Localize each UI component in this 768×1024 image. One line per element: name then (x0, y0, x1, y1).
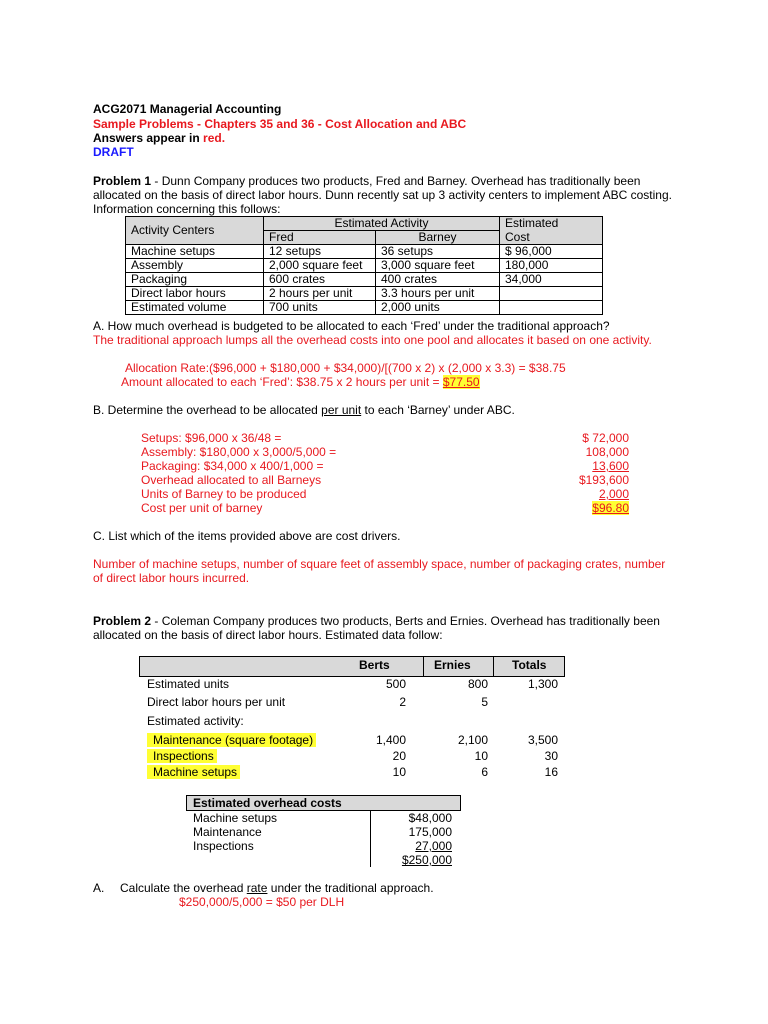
cell-berts: 2 (399, 695, 406, 709)
header-divider (423, 656, 424, 677)
table-row (126, 245, 603, 259)
cell-ernies: 2,100 (457, 733, 488, 747)
per-unit-value: $96.80 (592, 501, 629, 515)
overhead-label: Maintenance (193, 825, 262, 839)
document-subtitle: Sample Problems - Chapters 35 and 36 - Cost Allocation and ABC (93, 117, 467, 131)
cell-berts: 1,400 (375, 733, 406, 747)
calc-value-assembly: 108,000 (585, 445, 629, 459)
cell-cost (500, 287, 603, 301)
packaging-value: 13,600 (592, 459, 629, 473)
table-row (126, 259, 603, 273)
header-ernies: Ernies (434, 658, 471, 672)
allocation-rate: Allocation Rate:($96,000 + $180,000 + $34,000)/[(700 x 2) x (2,000 x 3.3) = $38.75 (125, 361, 566, 375)
qb-pre: B. Determine the overhead to be allocated (93, 403, 322, 417)
problem1-question-c: C. List which of the items provided above are cost drivers. (93, 529, 401, 543)
data-table-header (139, 656, 565, 677)
problem2-question-a (120, 881, 434, 895)
problem2-text: - Coleman Company produces two products, Berts and Ernies. Overhead has traditionally been allocated on the basis of direct labor hours. Estimated data follow: (93, 614, 660, 642)
highlighted-label: Machine setups (147, 765, 240, 779)
p2qa-post: under the traditional approach. (267, 881, 434, 895)
header-activity-centers: Activity Centers (126, 217, 264, 245)
amount-allocated (121, 375, 480, 389)
cell-center: Estimated volume (126, 301, 264, 315)
calc-label-packaging: Packaging: $34,000 x 400/1,000 = (141, 459, 324, 473)
calc-value-total: $193,600 (578, 473, 629, 487)
cell-barney: 3,000 square feet (376, 259, 500, 273)
cell-totals: 30 (544, 749, 558, 763)
cell-cost: 34,000 (500, 273, 603, 287)
calc-label-setups: Setups: $96,000 x 36/48 = (141, 431, 282, 445)
amount-value: $77.50 (442, 375, 480, 389)
calc-value-units (540, 487, 629, 501)
problem1-answer-c: Number of machine setups, number of square feet of assembly space, number of packaging crates, number of direct labor hours incurred. (93, 557, 666, 585)
overhead-title: Estimated overhead costs (193, 796, 342, 810)
cell-barney: 400 crates (376, 273, 500, 287)
cell-fred: 600 crates (264, 273, 376, 287)
cell-fred: 700 units (264, 301, 376, 315)
cell-ernies: 5 (481, 695, 488, 709)
highlighted-label: Maintenance (square footage) (147, 733, 316, 747)
header-berts: Berts (359, 658, 390, 672)
header-cost: Cost (500, 231, 603, 245)
units-value: 2,000 (598, 487, 629, 501)
cell-center: Machine setups (126, 245, 264, 259)
cell-ernies: 10 (474, 749, 488, 763)
row-label (147, 765, 240, 779)
calc-label-assembly: Assembly: $180,000 x 3,000/5,000 = (141, 445, 337, 459)
overhead-label: Machine setups (193, 811, 278, 825)
cell-totals: 1,300 (527, 677, 558, 691)
calc-label-units: Units of Barney to be produced (141, 487, 307, 501)
qb-underlined: per unit (321, 403, 362, 417)
p2qa-underlined: rate (246, 881, 268, 895)
cell-berts: 10 (392, 765, 406, 779)
table-row (126, 287, 603, 301)
problem1-text: - Dunn Company produces two products, Fred and Barney. Overhead has traditionally been allocated on the basis of direct labor hours. Dunn recently sat up 3 activity centers to implement ABC costing. Information concerning this follows: (93, 174, 672, 216)
problem1-intro (93, 174, 683, 216)
amount-text: Amount allocated to each ‘Fred’: $38.75 x 2 hours per unit = (121, 375, 443, 389)
cell-cost: 180,000 (500, 259, 603, 273)
calc-label-total: Overhead allocated to all Barneys (141, 473, 322, 487)
calc-value-packaging (540, 459, 629, 473)
overhead-value: $48,000 (408, 811, 452, 825)
problem2-intro (93, 614, 683, 642)
draft-label: DRAFT (93, 145, 134, 159)
p2qa-pre: Calculate the overhead (120, 881, 247, 895)
header-estimated-activity: Estimated Activity (264, 217, 500, 231)
cell-cost: $ 96,000 (500, 245, 603, 259)
cell-cost (500, 301, 603, 315)
answers-prefix: Answers appear in (93, 131, 204, 145)
problem1-answer-a: The traditional approach lumps all the overhead costs into one pool and allocates it based on one activity. (93, 333, 652, 347)
problem1-label: Problem 1 (93, 174, 152, 188)
calc-value-per-unit (540, 501, 629, 515)
cell-barney: 3.3 hours per unit (376, 287, 500, 301)
highlighted-label: Inspections (147, 749, 217, 763)
cell-fred: 2,000 square feet (264, 259, 376, 273)
problem2-answer-a: $250,000/5,000 = $50 per DLH (179, 895, 345, 909)
table-row (126, 273, 603, 287)
overhead-total-value: $250,000 (401, 853, 452, 867)
cell-center: Direct labor hours (126, 287, 264, 301)
inspections-value: 27,000 (415, 839, 452, 853)
header-divider (493, 656, 494, 677)
cell-center: Assembly (126, 259, 264, 273)
qb-post: to each ‘Barney’ under ABC. (361, 403, 515, 417)
cell-center: Packaging (126, 273, 264, 287)
activity-table (125, 216, 603, 315)
cell-ernies: 6 (481, 765, 488, 779)
cell-ernies: 800 (467, 677, 488, 691)
overhead-label: Inspections (193, 839, 254, 853)
problem2-question-letter: A. (93, 881, 105, 895)
problem2-label: Problem 2 (93, 614, 152, 628)
cell-barney: 2,000 units (376, 301, 500, 315)
table-row (126, 301, 603, 315)
overhead-value (372, 839, 452, 853)
cell-fred: 12 setups (264, 245, 376, 259)
header-totals: Totals (512, 658, 547, 672)
problem1-question-b (93, 403, 515, 417)
problem1-question-a: A. How much overhead is budgeted to be allocated to each ‘Fred’ under the traditional approach? (93, 319, 610, 333)
calc-label-per-unit: Cost per unit of barney (141, 501, 263, 515)
answers-note (93, 131, 225, 145)
row-label: Estimated units (147, 677, 230, 691)
row-label (147, 733, 316, 747)
overhead-total (372, 853, 452, 867)
cell-fred: 2 hours per unit (264, 287, 376, 301)
header-barney: Barney (376, 231, 500, 245)
row-label: Estimated activity: (147, 714, 244, 728)
cell-berts: 20 (392, 749, 406, 763)
calc-value-setups: $ 72,000 (582, 431, 629, 445)
overhead-divider (370, 810, 371, 867)
header-estimated: Estimated (500, 217, 603, 231)
answers-red: red. (203, 131, 226, 145)
header-fred: Fred (264, 231, 376, 245)
row-label: Direct labor hours per unit (147, 695, 286, 709)
cell-totals: 16 (544, 765, 558, 779)
cell-barney: 36 setups (376, 245, 500, 259)
course-title: ACG2071 Managerial Accounting (93, 102, 282, 116)
cell-totals: 3,500 (527, 733, 558, 747)
row-label (147, 749, 217, 763)
cell-berts: 500 (385, 677, 406, 691)
overhead-value: 175,000 (408, 825, 452, 839)
